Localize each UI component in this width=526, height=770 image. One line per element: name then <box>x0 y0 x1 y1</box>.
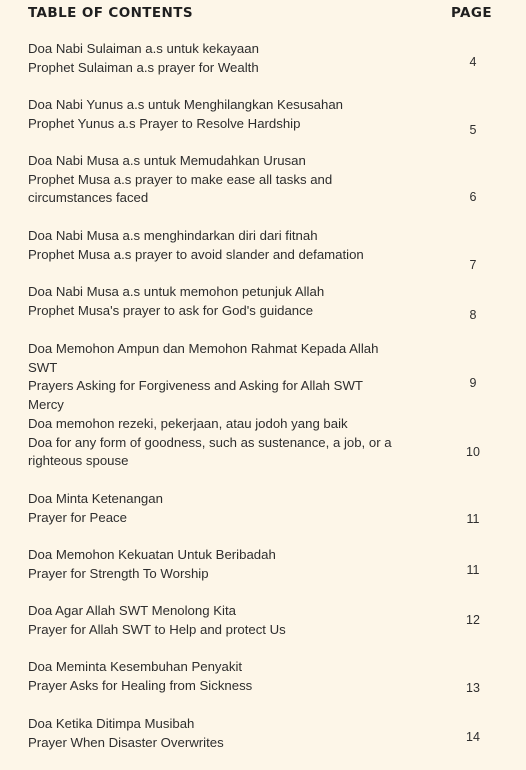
entry-english-title: Prophet Musa's prayer to ask for God's guidance <box>28 302 314 318</box>
entry-english-title: Prophet Sulaiman a.s prayer for Wealth <box>28 59 259 75</box>
entry-malay-title: Doa Memohon Ampun dan Memohon Rahmat Kepada Allah SWT <box>28 341 379 375</box>
entry-english-title: Prayer for Peace <box>28 509 127 525</box>
entry-english-title: Prayer When Disaster Overwrites <box>28 734 224 750</box>
entry-page-number: 5 <box>469 123 477 137</box>
page-column-title: PAGE <box>450 5 492 21</box>
entry-page-number: 7 <box>469 258 477 272</box>
toc-title: TABLE OF CONTENTS <box>28 5 193 21</box>
entry-english-title: Prophet Yunus a.s Prayer to Resolve Hardship <box>28 115 301 131</box>
entry-page-number: 10 <box>466 445 480 459</box>
entry-malay-title: Doa Memohon Kekuatan Untuk Beribadah <box>28 547 276 562</box>
entry-malay-title: Doa memohon rezeki, pekerjaan, atau jodoh yang baik <box>28 416 348 431</box>
entry-page-number: 12 <box>466 613 480 627</box>
entry-english-title: Prophet Musa a.s prayer to make ease all tasks and circumstances faced <box>28 171 333 205</box>
entry-malay-title: Doa Minta Ketenangan <box>28 491 163 506</box>
entry-malay-title: Doa Ketika Ditimpa Musibah <box>28 716 195 731</box>
entry-page-number: 13 <box>466 681 480 695</box>
entry-english-title: Prayer for Strength To Worship <box>28 565 209 581</box>
entry-english-title: Doa for any form of goodness, such as sustenance, a job, or a righteous spouse <box>28 434 392 468</box>
entry-malay-title: Doa Nabi Sulaiman a.s untuk kekayaan <box>28 41 259 56</box>
entry-english-title: Prophet Musa a.s prayer to avoid slander and defamation <box>28 246 364 262</box>
entry-page-number: 9 <box>469 376 477 390</box>
entry-malay-title: Doa Nabi Musa a.s untuk Memudahkan Urusan <box>28 153 306 168</box>
entry-page-number: 6 <box>469 190 477 204</box>
entry-malay-title: Doa Nabi Musa a.s menghindarkan diri dari fitnah <box>28 228 318 243</box>
entry-english-title: Prayer Asks for Healing from Sickness <box>28 677 253 693</box>
entry-page-number: 11 <box>466 563 480 577</box>
entry-malay-title: Doa Meminta Kesembuhan Penyakit <box>28 659 243 674</box>
entry-english-title: Prayers Asking for Forgiveness and Asking for Allah SWT Mercy <box>28 378 363 412</box>
entry-page-number: 11 <box>466 512 480 526</box>
entry-malay-title: Doa Nabi Musa a.s untuk memohon petunjuk Allah <box>28 284 325 299</box>
entry-page-number: 8 <box>469 308 477 322</box>
entry-malay-title: Doa Nabi Yunus a.s untuk Menghilangkan Kesusahan <box>28 97 344 112</box>
entry-page-number: 14 <box>466 730 480 744</box>
toc-header <box>0 5 526 25</box>
entry-english-title: Prayer for Allah SWT to Help and protect Us <box>28 621 286 637</box>
entry-malay-title: Doa Agar Allah SWT Menolong Kita <box>28 603 236 618</box>
entry-page-number: 4 <box>469 55 477 69</box>
